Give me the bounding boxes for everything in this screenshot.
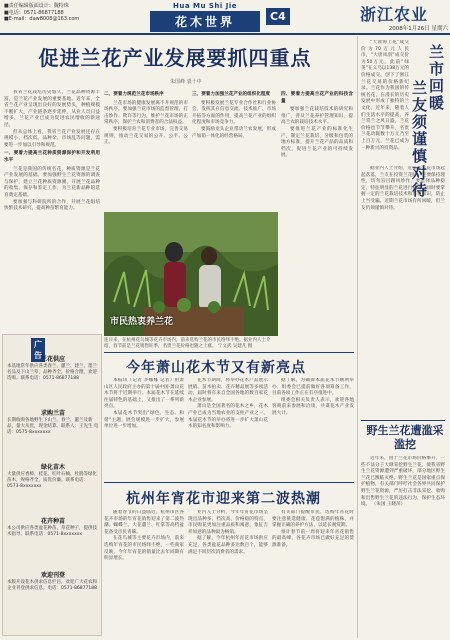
paragraph: 要加强与科研院所的合作，开展兰花组培快繁技术研究，提高种苗繁育能力。 bbox=[4, 199, 100, 212]
ad-text: 本基地常年供应各类春兰、蕙兰、建兰、墨兰名品及下山兰草，品种齐全，价格合理，欢迎选购。联系电话：0571-86877188 bbox=[7, 364, 97, 381]
lead-byline: 朱国峰 裘十中 bbox=[170, 79, 202, 85]
paragraph: 花木节期间，将举办花木产品展示展销、苗木拍卖、花卉精品展等多项活动，届时将有来自全国各地的数百家花木企业参展。 bbox=[188, 378, 268, 403]
paragraph: 要积极发展兰花专业合作社和行业协会，发挥其在信息交流、技术推广、市场开拓等方面的作用，提高兰花产业的组织化程度和市场竞争力。 bbox=[192, 100, 276, 126]
paragraph: 本届花木节突出“绿色、生态、和谐”主题，展会规模进一步扩大，参展单位进一步增加。 bbox=[104, 410, 184, 430]
article3-col-1 bbox=[104, 510, 184, 636]
subheading: 二、要着力规范兰花市场秩序 bbox=[104, 92, 164, 97]
subheading: 四、要着力提高兰花产业的科技含量 bbox=[281, 92, 353, 104]
masthead bbox=[0, 0, 450, 34]
section-banner bbox=[150, 2, 260, 32]
paragraph: 要鼓励龙头企业带动兰农发展，形成产加销一体化的经营格局。 bbox=[192, 126, 276, 139]
lead-col-4 bbox=[281, 90, 353, 332]
subheading: 一、要着力提高兰花种质资源保护和开发利用水平 bbox=[4, 151, 100, 163]
article3-col-2 bbox=[188, 510, 268, 636]
vertical-title-1: 兰市回暖 bbox=[428, 43, 444, 112]
lead-col-2 bbox=[104, 90, 188, 210]
section-rule bbox=[104, 482, 354, 483]
ad-item bbox=[7, 357, 99, 382]
ad-text: 本公司供应各类盆花种苗、草花种子，提供技术指导。联系电话：0571-8xxxxxxx bbox=[7, 526, 97, 537]
paragraph: 有关部门提醒市民，选购年宵花时要注意挑选健康、花苞饱满的植株，并掌握正确的养护方法，以延长观赏期。 bbox=[272, 510, 354, 529]
right-top-text bbox=[361, 40, 409, 160]
article3-col-3 bbox=[272, 510, 354, 636]
lead-headline: 促进兰花产业发展要抓四重点 bbox=[38, 46, 312, 70]
paragraph: 近年来，由于兰花市场价格攀升，一些不法分子大肆采挖野生兰花，使我省野生兰花资源遭到严重破坏，部分地区野生兰花已濒临灭绝。野生兰花是国家重点保护植物，有关部门呼吁社会各界共同保护野生兰花资源，严厉打击非法采挖、收购和出售野生兰花的违法行为，保护生态环境。 （朱国 王晓萍） bbox=[361, 456, 445, 508]
email-line: ■E-mail：daw8008@163.com bbox=[4, 16, 80, 23]
right-mid-text bbox=[361, 166, 445, 418]
photo-overlay-title: 市民热衷养兰花 bbox=[110, 317, 174, 327]
vertical-title-2: 兰友须谨慎对待 bbox=[411, 79, 427, 199]
editor-line: ■责任编辑版面设计：魏特珠 bbox=[4, 3, 69, 9]
paragraph: “天涯海上花”成交价为70万元人民币，“大唐凤羽”成交价为50万元，此前“绿英”在义乌以138万元的价格成交，创下了浙江兰花交易的价格新纪录。兰花作为我国的传统名花，在漫长的历史发展中形成了独特的兰文化，近年来，随着人们生活水平的提高，养兰赏兰之风日盛，兰花价格也节节攀升，名贵兰花动辄数十万元乃至上百万元，兰花已成为一种新兴的投资品。 bbox=[361, 40, 409, 151]
masthead-rule bbox=[0, 33, 450, 35]
paragraph: 要加强兰花栽培技术的研究和推广，普及兰花养护管理知识，提高兰农的栽培技术水平。 bbox=[281, 107, 353, 126]
ad-item bbox=[7, 573, 99, 592]
ad-title: 欢迎刊登 bbox=[40, 572, 65, 579]
article2-col-1 bbox=[104, 378, 184, 478]
right-bottom-text bbox=[361, 456, 445, 636]
paragraph: 兰花是我国的传统名花，种质资源是兰花产业发展的基础。要加强野生兰花资源的调查与保护，建立兰花种质资源圃，开展兰花品种的收集、保存和鉴定工作，为兰花新品种的选育奠定基础。 bbox=[4, 166, 100, 198]
section-pinyin: Hua Mu Shi Jie bbox=[172, 2, 237, 10]
paragraph: 但从总体上看，我省兰花产业发展还存在规模小、档次低、品种杂、市场乱等问题，需要进一步加以引导和规范。 bbox=[4, 129, 100, 148]
page-number: C4 bbox=[266, 8, 290, 25]
paragraph: 据了解，为确保本届花木节顺利举办，组委会已提前做好各项筹备工作，目前各项工作正在有序推进中。 bbox=[272, 378, 354, 397]
ad-title: 绿化苗木 bbox=[40, 464, 65, 471]
ad-title: 求购兰苗 bbox=[40, 410, 65, 417]
ad-text: 本版开设花木供求信息栏目，欢迎广大花农和企业刊登供求信息。电话：0571-86877188 bbox=[7, 580, 97, 591]
editor-info bbox=[4, 3, 79, 23]
ad-item bbox=[7, 519, 99, 538]
article3-headline: 杭州年宵花市迎来第二波热潮 bbox=[126, 491, 321, 507]
logo-text: 浙江农业 bbox=[360, 5, 429, 24]
paragraph: 业内人士分析，今年年宵花市场呈现出品种多、档次高、价格稳的特点，市民购花更加注重品质和寓意，象征吉祥如意的品种最为畅销。 bbox=[188, 510, 268, 535]
ad-text: 大量供应香樟、桂花、红叶石楠、杜鹃等绿化苗木，规格齐全，质优价廉。联系电话：0573-8xxxxxxx bbox=[7, 472, 97, 489]
ad-item bbox=[7, 465, 99, 490]
section-rule bbox=[104, 352, 354, 353]
section-rule bbox=[361, 420, 445, 421]
paragraph: 随着春节的日益临近，杭州市区各花卉市场的年宵花销售迎来了第二波热潮。蝴蝶兰、大花蕙兰、红掌等高档盆花备受市民青睐。 bbox=[104, 510, 184, 535]
subheading: 三、要着力加强兰花产业的组织化程度 bbox=[192, 92, 271, 97]
article2-col-2 bbox=[188, 378, 268, 478]
paragraph: 组委会相关负责人表示，欢迎各地客商前来参展和洽谈，共谋花木产业发展大计。 bbox=[272, 397, 354, 416]
classified-title: 广告 bbox=[31, 338, 45, 362]
paragraph: 本报讯（记者 李娜娜 记者）由萧山区人民政府主办的第十届中国·萧山花木节将于近期举行。本届花木节在延续往届特色的基础上，又推出了一系列新亮点。 bbox=[104, 378, 184, 410]
article2-col-3 bbox=[272, 378, 354, 478]
paragraph: 兰花市场的健康发展离不开规范的市场秩序。要加强兰花市场的监督管理，打击炒作、欺诈等行为，维护兰花市场的正常秩序，保护兰农和消费者的合法权益。 bbox=[104, 100, 188, 126]
article2-headline: 今年萧山花木节又有新亮点 bbox=[126, 360, 306, 376]
paragraph: 据业内人士介绍，近年来兰花市场起起落落，兰友在投资兰花时一定要保持理性，切勿盲目跟风炒作。要选择品种稳定、特征明显的兰花进行投资，同时要掌握一定的兰花栽培技术和鉴赏知识，防止上当受骗。近期兰花市场有所回暖，但兰友仍须谨慎对待。 bbox=[361, 166, 445, 211]
issue-date: 2008年1月26日 星期六 bbox=[388, 26, 448, 32]
paragraph: 要积极培育兰花专业市场，完善交易规则，推动兰花交易的公开、公平、公正。 bbox=[104, 126, 188, 146]
paragraph: 预计春节前一周将迎来年宵花销售的最高峰，各花卉市场已做好充足的货源准备。 bbox=[272, 529, 354, 548]
ad-item bbox=[7, 411, 99, 436]
ad-text: 长期收购各地野生下山兰、春兰、蕙兰及新品，量大从优，现金结算。联系人：王先生 电话：0575-8xxxxxxx bbox=[7, 418, 99, 435]
section-title: 花木世界 bbox=[150, 11, 260, 32]
lead-col-1 bbox=[4, 90, 100, 330]
lead-col-3 bbox=[192, 90, 276, 210]
newspaper-logo bbox=[360, 2, 428, 25]
classified-ads-box bbox=[2, 334, 102, 636]
phone-line: ■电话：0571-86877188 bbox=[4, 9, 64, 16]
right-sub-headline: 野生兰花遭滥采滥挖 bbox=[366, 424, 444, 451]
ad-title: 兰花供应 bbox=[40, 356, 65, 363]
paragraph: 萧山是全国著名的花木之乡，花木产业已成为当地农业的支柱产业之一，本届花木节的举办将进一步扩大萧山花木的知名度和影响力。 bbox=[188, 404, 268, 430]
paragraph: 要推进兰花产业的标准化生产，制定兰花栽培、分级和包装的地方标准，提升兰花产品的品质和档次，促进兰花产业的可持续发展。 bbox=[281, 126, 353, 159]
ad-title: 花卉种苗 bbox=[40, 518, 65, 525]
paragraph: 在花鸟城等主要花卉市场内，前来选购年宵花的市民络绎不绝，一些商家反映，今年年宵花的销量比去年同期有明显增长。 bbox=[104, 536, 184, 562]
paragraph: 我省兰花栽培历史悠久，兰花品种资源丰富，是兰花产业发展的重要基地。近年来，全省兰花产业呈现出良好的发展势头，种植规模不断扩大，产业链条逐步延伸，从业人员日益增多，兰花产业已成为促进农民增收的新途径。 bbox=[4, 90, 100, 128]
paragraph: 据了解，今年杭州年宵花市场供应充足，各类盆花品种多达数百个，能够满足不同层次消费者的需求。 bbox=[188, 536, 268, 555]
photo-caption: 连日来，在杭州花鸟城等花卉市场内，前来选购兰花的市民络绎不绝。据业内人士介绍，春节前是兰花销售旺季，名贵兰花价格也随之上涨。 宁文武 吴建凡 摄 bbox=[104, 338, 271, 349]
